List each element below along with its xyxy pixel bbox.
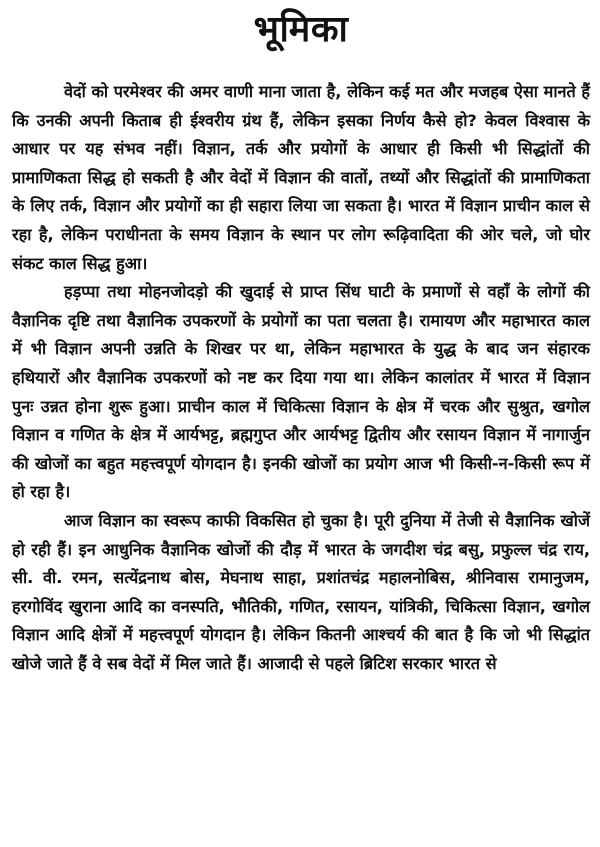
paragraph-2: हड़प्पा तथा मोहनजोदड़ो की खुदाई से प्राप्त सिंध घाटी के प्रमाणों से वहाँ के लोगों की वैज्ञानिक दृष्टि तथा वैज्ञानिक उपकरणों के प्रयोगों का पता चलता है। रामायण और महाभारत काल में भी विज्ञान अपनी उन्नति के शिखर पर था, लेकिन महाभारत के युद्ध के बाद जन संहारक हथियारों और वैज्ञानिक उपकरणों को नष्ट कर दिया गया था। लेकिन कालांतर में भारत में विज्ञान पुनः उन्नत होना शुरू हुआ। प्राचीन काल में चिकित्सा विज्ञान के क्षेत्र में चरक और सुश्रुत, खगोल विज्ञान व गणित के क्षेत्र में आर्यभट्ट, ब्रह्मगुप्त और आर्यभट्ट द्वितीय और रसायन विज्ञान में नागार्जुन की खोजों का बहुत महत्त्वपूर्ण योगदान है। इनकी खोजों का प्रयोग आज भी किसी-न-किसी रूप में हो रहा है। <box>12 282 590 502</box>
paragraph-3: आज विज्ञान का स्वरूप काफी विकसित हो चुका है। पूरी दुनिया में तेजी से वैज्ञानिक खोजें हो रही हैं। इन आधुनिक वैज्ञानिक खोजों की दौड़ में भारत के जगदीश चंद्र बसु, प्रफुल्ल चंद्र राय, सी. वी. रमन, सत्येंद्रनाथ बोस, मेघनाथ साहा, प्रशांतचंद्र महालनोबिस, श्रीनिवास रामानुजम, हरगोविंद खुराना आदि का वनस्पति, भौतिकी, गणित, रसायन, यांत्रिकी, चिकित्सा विज्ञान, खगोल विज्ञान आदि क्षेत्रों में महत्त्वपूर्ण योगदान है। लेकिन कितनी आश्चर्य की बात है कि जो भी सिद्धांत खोजे जाते हैं वे सब वेदों में मिल जाते हैं। आजादी से पहले ब्रिटिश सरकार भारत से <box>12 510 590 673</box>
paragraph-1: वेदों को परमेश्वर की अमर वाणी माना जाता है, लेकिन कई मत और मजहब ऐसा मानते हैं कि उनकी अपनी किताब ही ईश्वरीय ग्रंथ हैं, लेकिन इसका निर्णय कैसे हो? केवल विश्वास के आधार पर यह संभव नहीं। विज्ञान, तर्क और प्रयोगों के आधार ही किसी भी सिद्धांतों की प्रामाणिकता सिद्ध हो सकती है और वेदों में विज्ञान की वातों, तथ्यों और सिद्धांतों की प्रामाणिकता के लिए तर्क, विज्ञान और प्रयोगों का ही सहारा लिया जा सकता है। भारत में विज्ञान प्राचीन काल से रहा है, लेकिन पराधीनता के समय विज्ञान के स्थान पर लोग रूढ़िवादिता की ओर चले, जो घोर संकट काल सिद्ध हुआ। <box>12 82 590 273</box>
page-title: भूमिका <box>253 9 349 50</box>
